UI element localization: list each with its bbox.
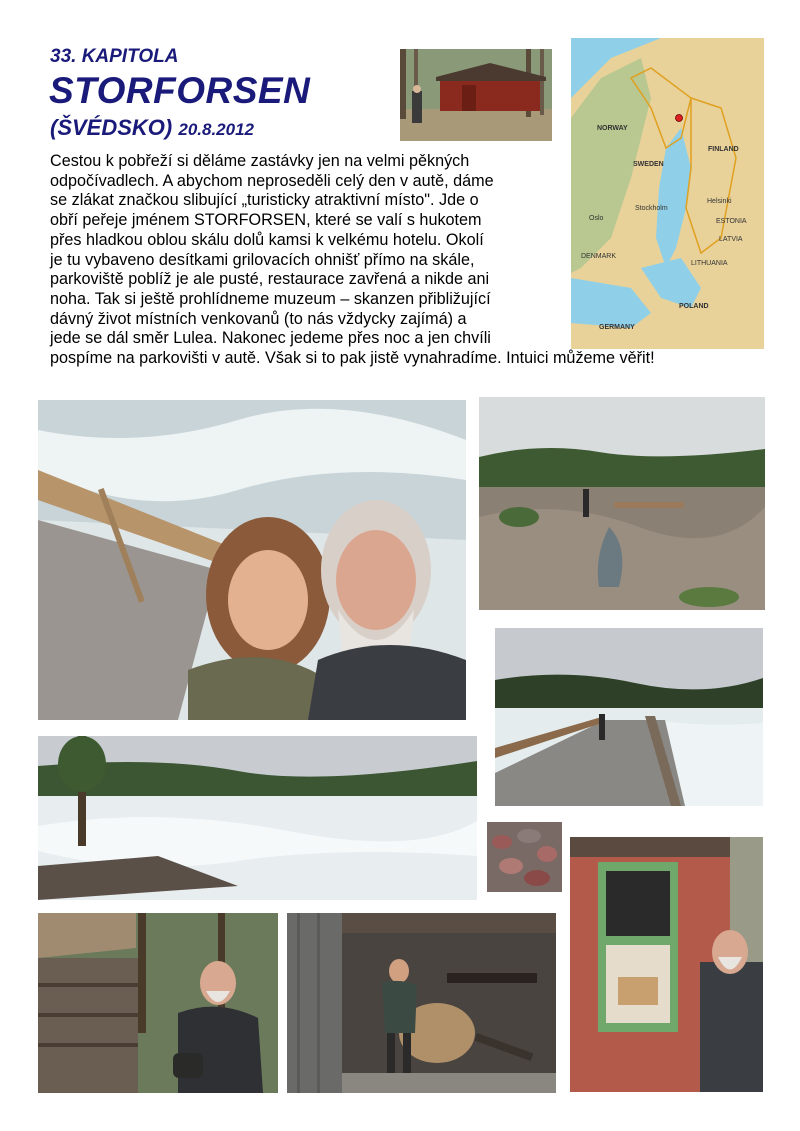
chapter-number: 33. KAPITOLA (50, 46, 179, 67)
stones-photo (487, 822, 562, 892)
map-label-sweden: SWEDEN (633, 161, 664, 168)
map-label-estonia: ESTONIA (716, 218, 747, 225)
country-name: (ŠVÉDSKO) (50, 115, 173, 140)
museum-building-photo (570, 837, 763, 1092)
body-line: parkoviště poblíž je ale pusté, restaurace zavřená a nikde ani (50, 270, 490, 289)
couple-selfie-photo (38, 400, 466, 720)
body-line: je tu vybaveno desítkami grilovacích ohnišť přímo na skále, (50, 250, 475, 269)
country-heading (50, 115, 254, 141)
map-label-poland: POLAND (679, 303, 709, 310)
map-label-oslo: Oslo (589, 215, 604, 222)
page-title: STORFORSEN (49, 70, 311, 111)
boardwalk-photo (495, 628, 763, 806)
scandinavia-map (571, 38, 764, 349)
body-line: pospíme na parkovišti v autě. Však si to pak jistě vynahradíme. Intuici můžeme věřit! (50, 349, 655, 368)
rocky-landscape-photo (479, 397, 765, 610)
cabin-photo (400, 49, 552, 141)
body-line: noha. Tak si ještě prohlídneme muzeum – skanzen přibližující (50, 289, 491, 308)
map-label-helsinki: Helsinki (707, 198, 732, 205)
rapids-photo (38, 736, 477, 900)
body-line: se zlákat značkou slibující „turisticky atraktivní místo". Jde o (50, 191, 479, 210)
body-line: odpočívadlech. A abychom neproseděli celý den v autě, dáme (50, 171, 494, 190)
map-label-norway: NORWAY (597, 125, 628, 132)
map-label-finland: FINLAND (708, 146, 739, 153)
map-label-germany: GERMANY (599, 324, 635, 331)
body-line: Cestou k pobřeží si děláme zastávky jen na velmi pěkných (50, 152, 470, 170)
body-line: jede se dál směr Lulea. Nakonec jedeme přes noc a jen chvíli (50, 329, 491, 348)
body-line: obří peřeje jménem STORFORSEN, které se valí s hukotem (50, 211, 482, 230)
map-label-denmark: DENMARK (581, 253, 617, 260)
shed-interior-photo (287, 913, 556, 1093)
map-label-latvia: LATVIA (719, 236, 743, 243)
date: 20.8.2012 (178, 120, 255, 139)
body-line: přes hladkou oblou skálu dolů kamsi k velkému hotelu. Okolí (50, 230, 484, 249)
log-cabin-photo (38, 913, 278, 1093)
map-label-lithuania: LITHUANIA (691, 260, 728, 267)
body-line: dávný život místních venkovanů (to nás vždycky zajímá) a (50, 309, 467, 328)
map-label-stockholm: Stockholm (635, 205, 668, 212)
